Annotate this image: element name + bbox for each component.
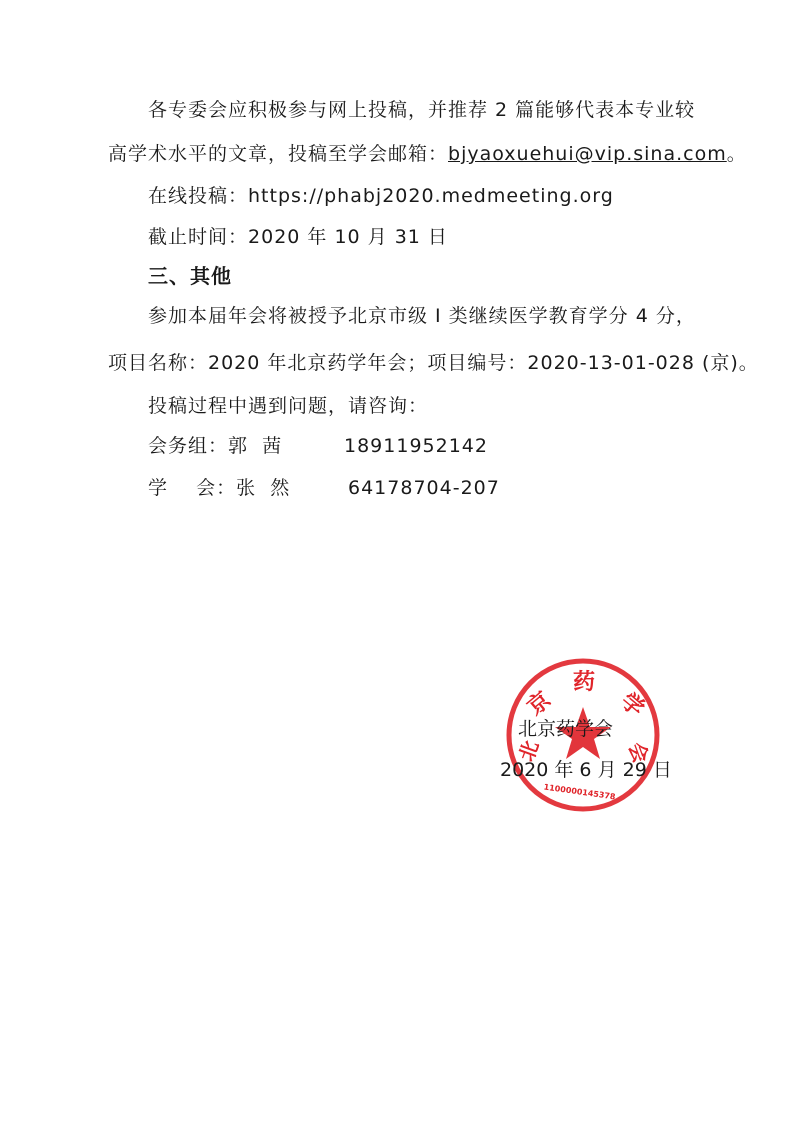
signature-date: 2020 年 6 月 29 日	[500, 759, 672, 781]
seal-char: 京	[522, 687, 556, 721]
contact-phone: 64178704-207	[348, 477, 500, 499]
email-link[interactable]: bjyaoxuehui@vip.sina.com	[448, 143, 727, 165]
deadline-line	[148, 225, 448, 249]
contact-label: 会务组：郭 茜	[148, 435, 283, 457]
online-submission-line	[148, 184, 614, 208]
online-submission-label: 在线投稿：	[148, 185, 249, 207]
online-submission-url[interactable]: https://phabj2020.medmeeting.org	[248, 185, 614, 207]
contact-label: 学 会：张 然	[148, 477, 291, 499]
paragraph-1-line-2-suffix: 。	[726, 143, 747, 165]
deadline-label: 截止时间：	[148, 226, 249, 248]
deadline-value: 2020 年 10 月 31 日	[248, 226, 448, 248]
seal-number: 1100000145378	[543, 782, 617, 802]
seal-char: 北	[514, 737, 544, 765]
paragraph-3-line-2: 项目名称：2020 年北京药学年会；项目编号：2020-13-01-028 (京)。	[108, 352, 759, 374]
paragraph-3-line-1: 参加本届年会将被授予北京市级 I 类继续医学教育学分 4 分，	[148, 305, 696, 327]
paragraph-1-line-2	[108, 142, 747, 166]
contact-phone: 18911952142	[344, 435, 488, 457]
paragraph-1-line-2-prefix: 高学术水平的文章，投稿至学会邮箱：	[108, 143, 449, 165]
signature-org: 北京药学会	[518, 718, 614, 740]
paragraph-1-line-1: 各专委会应积极参与网上投稿，并推荐 2 篇能够代表本专业较	[148, 99, 696, 121]
consult-line: 投稿过程中遇到问题，请咨询：	[148, 395, 429, 417]
seal-char: 会	[623, 739, 654, 767]
seal-char: 学	[615, 688, 649, 722]
seal-char: 药	[573, 670, 596, 695]
section-3-heading: 三、其他	[148, 264, 232, 288]
